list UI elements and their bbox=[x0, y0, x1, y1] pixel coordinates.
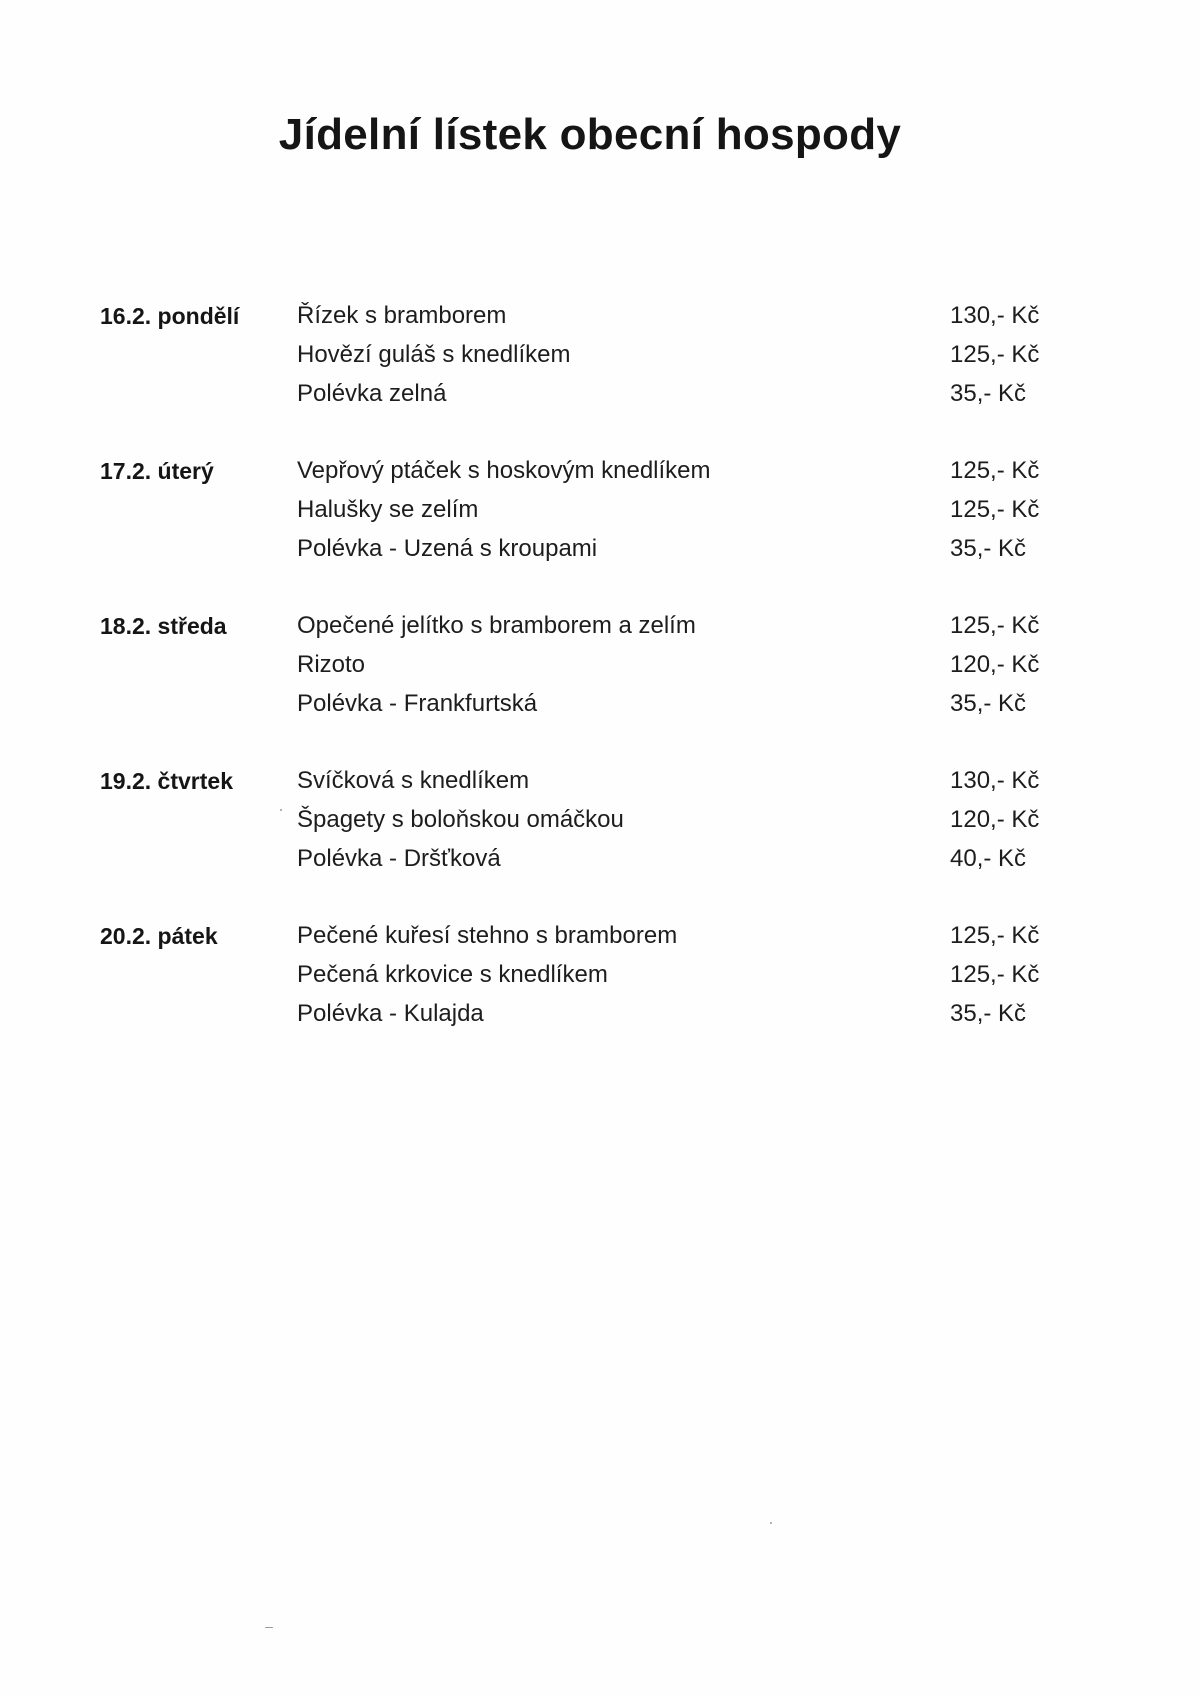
menu-item bbox=[100, 995, 1060, 1033]
dish-price: 125,- Kč bbox=[950, 457, 1040, 484]
page-title: Jídelní lístek obecní hospody bbox=[278, 110, 902, 159]
scan-speck bbox=[265, 1627, 273, 1628]
dish-name: Vepřový ptáček s hoskovým knedlíkem bbox=[297, 457, 711, 484]
dish-price: 125,- Kč bbox=[950, 341, 1040, 368]
dish-price: 130,- Kč bbox=[950, 767, 1040, 794]
dish-name: Rizoto bbox=[297, 651, 366, 678]
scan-speck bbox=[280, 809, 282, 811]
dish-price: 130,- Kč bbox=[950, 302, 1040, 329]
menu-item bbox=[100, 840, 1060, 878]
dish-price: 35,- Kč bbox=[950, 1000, 1027, 1027]
dish-name: Opečené jelítko s bramborem a zelím bbox=[297, 612, 696, 639]
menu-item bbox=[100, 917, 1060, 955]
dish-name: Svíčková s knedlíkem bbox=[297, 767, 530, 794]
day-label: 18.2. středa bbox=[100, 613, 227, 639]
dish-price: 120,- Kč bbox=[950, 806, 1040, 833]
dish-name: Polévka zelná bbox=[297, 380, 447, 407]
dish-price: 125,- Kč bbox=[950, 612, 1040, 639]
dish-name: Řízek s bramborem bbox=[297, 302, 507, 329]
dish-price: 125,- Kč bbox=[950, 496, 1040, 523]
menu-item bbox=[100, 452, 1060, 490]
day-label: 16.2. pondělí bbox=[100, 303, 240, 329]
dish-price: 35,- Kč bbox=[950, 380, 1027, 407]
day-section bbox=[100, 762, 1060, 917]
dish-name: Pečená krkovice s knedlíkem bbox=[297, 961, 608, 988]
dish-price: 120,- Kč bbox=[950, 651, 1040, 678]
dish-price: 35,- Kč bbox=[950, 690, 1027, 717]
dish-price: 125,- Kč bbox=[950, 961, 1040, 988]
day-section bbox=[100, 607, 1060, 762]
menu-item bbox=[100, 336, 1060, 374]
day-label: 17.2. úterý bbox=[100, 458, 214, 484]
menu-item bbox=[100, 607, 1060, 645]
dish-name: Polévka - Dršťková bbox=[297, 845, 501, 872]
scan-speck bbox=[770, 1522, 772, 1524]
dish-name: Polévka - Frankfurtská bbox=[297, 690, 538, 717]
menu-item bbox=[100, 956, 1060, 994]
menu-item bbox=[100, 762, 1060, 800]
dish-name: Polévka - Uzená s kroupami bbox=[297, 535, 598, 562]
day-section bbox=[100, 297, 1060, 452]
dish-name: Špagety s boloňskou omáčkou bbox=[297, 806, 624, 833]
menu-item bbox=[100, 530, 1060, 568]
menu-item bbox=[100, 646, 1060, 684]
day-section bbox=[100, 917, 1060, 1072]
day-label: 20.2. pátek bbox=[100, 923, 218, 949]
menu-item bbox=[100, 491, 1060, 529]
day-section bbox=[100, 452, 1060, 607]
dish-name: Polévka - Kulajda bbox=[297, 1000, 484, 1027]
dish-name: Pečené kuřesí stehno s bramborem bbox=[297, 922, 678, 949]
menu-item bbox=[100, 297, 1060, 335]
menu-item bbox=[100, 375, 1060, 413]
weekly-menu bbox=[100, 297, 1060, 1072]
day-label: 19.2. čtvrtek bbox=[100, 768, 233, 794]
dish-price: 125,- Kč bbox=[950, 922, 1040, 949]
dish-price: 40,- Kč bbox=[950, 845, 1027, 872]
dish-name: Halušky se zelím bbox=[297, 496, 479, 523]
menu-item bbox=[100, 685, 1060, 723]
menu-item bbox=[100, 801, 1060, 839]
dish-price: 35,- Kč bbox=[950, 535, 1027, 562]
dish-name: Hovězí guláš s knedlíkem bbox=[297, 341, 571, 368]
